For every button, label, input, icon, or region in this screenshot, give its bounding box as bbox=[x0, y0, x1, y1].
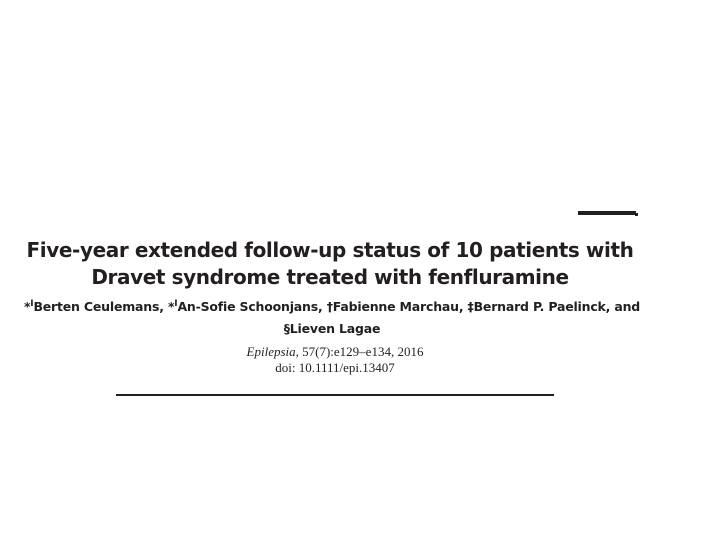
author-4: ‡Bernard P. Paelinck, and bbox=[467, 299, 641, 314]
header-corner-rule bbox=[578, 211, 636, 215]
article-title bbox=[0, 237, 660, 291]
citation-block bbox=[0, 344, 670, 376]
author-2: *$^I$An-Sofie Schoonjans, bbox=[167, 298, 327, 314]
author-list bbox=[0, 296, 664, 340]
title-line-1: Five-year extended follow-up status of 10 patients with bbox=[26, 238, 634, 262]
title-line-2: Dravet syndrome treated with fenfluramine bbox=[91, 265, 569, 289]
volume-pages: , 57(7):e129–e134, 2016 bbox=[295, 344, 424, 359]
section-divider bbox=[116, 394, 554, 396]
doi: doi: 10.1111/epi.13407 bbox=[275, 360, 395, 375]
journal-name: Epilepsia bbox=[246, 344, 296, 359]
author-3: †Fabienne Marchau, bbox=[326, 299, 468, 314]
author-5: §Lieven Lagae bbox=[283, 321, 381, 336]
author-1: *$^I$Berten Ceulemans, bbox=[23, 298, 168, 314]
